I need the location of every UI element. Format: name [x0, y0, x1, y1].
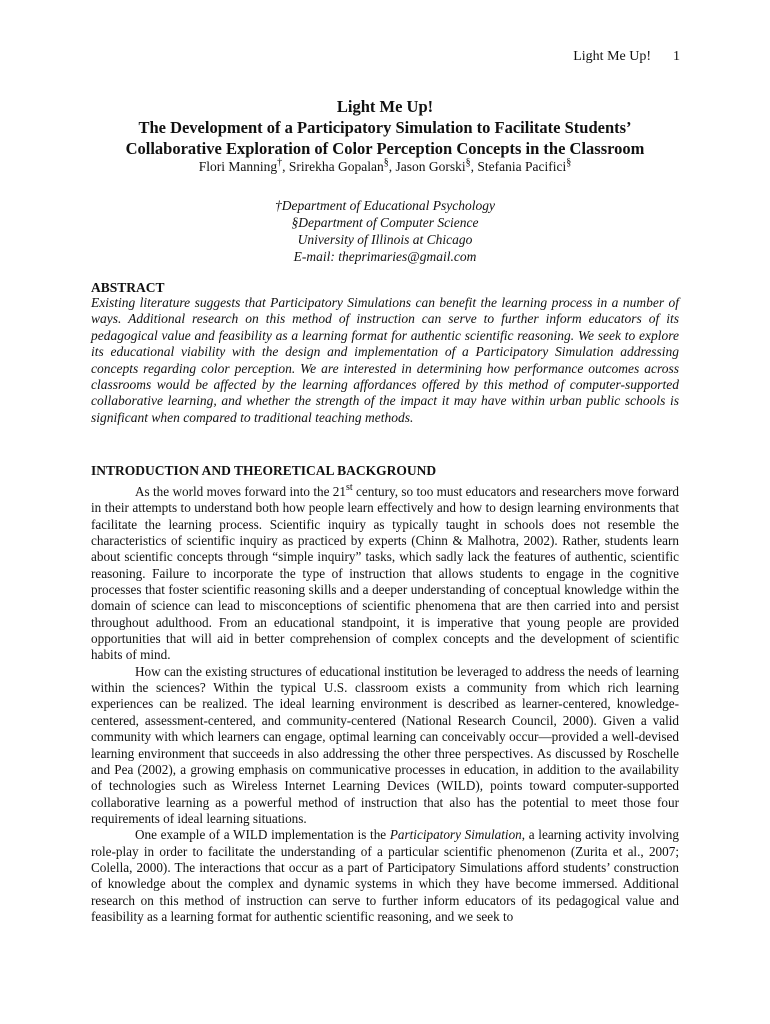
abstract-text: Existing literature suggests that Participatory Simulations can benefit the learning process in a number of ways. Additional research on this method of instruction can serve to further inform educators of its pedagogical value and feasibility as a learning format for authentic scientific reasoning. We seek to explore its educational viability with the design and implementation of a Participatory Simulation addressing concepts regarding color perception. We are interested in determining how performance outcomes across classrooms would be affected by the learning affordances offered by this method of computer-supported collaborative learning, and whether the strength of the impact it may have within urban public schools is significant when compared to traditional teaching methods.: [91, 295, 679, 425]
author-separator: ,: [388, 159, 396, 174]
title-line-2: The Development of a Participatory Simulation to Facilitate Students’: [138, 118, 632, 137]
author-separator: ,: [470, 159, 478, 174]
title-line-1: Light Me Up!: [336, 97, 434, 116]
paragraph: [91, 484, 679, 664]
affiliation-line: University of Illinois at Chicago: [297, 232, 473, 247]
author-name: Srirekha Gopalan: [288, 159, 384, 174]
paper-title: [91, 96, 679, 159]
emphasis: Participatory Simulation: [389, 827, 522, 843]
author-name: Flori Manning: [198, 159, 278, 174]
paragraph: How can the existing structures of educational institution be leveraged to address the needs of learning within the sciences? Within the typical U.S. classroom exists a community from which rich learning experiences can be realized. The ideal learning environment is described as learner-centered, knowledge-centered, assessment-centered, and community-centered (National Research Council, 2000). Given a valid community with which learners can engage, optimal learning can conceivably occur—provided a well-devised learning environment that succeeds in also addressing the other three perspectives. As discussed by Roschelle and Pea (2002), a growing emphasis on communicative processes in education, in addition to the availability of technologies such as Wireless Internet Learning Devices (WILD), points toward computer-supported collaborative learning as a powerful method of instruction that also has the potential to meet those four requirements of ideal learning situations.: [91, 663, 679, 826]
paragraph-text: One example of a WILD implementation is the: [135, 827, 390, 843]
author-affiliation-mark: §: [566, 157, 572, 168]
abstract-heading: ABSTRACT: [91, 280, 165, 295]
contact-email: E-mail: theprimaries@gmail.com: [293, 249, 477, 264]
ordinal-suffix: st: [346, 482, 353, 493]
title-line-3: Collaborative Exploration of Color Perception Concepts in the Classroom: [125, 139, 645, 158]
paragraph-text: As the world moves forward into the 21: [135, 484, 346, 499]
paragraph-text: century, so too must educators and researchers move forward in their attempts to understand both how people learn effectively and how to design learning environments that facilitate the learning process. Scientific inquiry as typically taught in schools does not resemble the characteristics of scientific inquiry as practiced by experts (Chinn & Malhotra, 2002). Rather, students learn about scientific concepts through “simple inquiry” tasks, which sadly lack the features of authentic, scientific reasoning. Failure to incorporate the type of instruction that allows students to engage in the cognitive processes that foster scientific reasoning skills and a deeper understanding of conceptual knowledge within the domain of science can lead to misconceptions of scientific phenomena that are then carried into and persist throughout adulthood. From an educational standpoint, it is imperative that young people are provided opportunities that will aid in better comprehension of complex concepts and the development of scientific habits of mind.: [91, 484, 679, 663]
introduction-body: [91, 484, 679, 925]
author-name: Jason Gorski: [395, 159, 466, 174]
author-separator: ,: [282, 159, 289, 174]
introduction-heading: INTRODUCTION AND THEORETICAL BACKGROUND: [91, 463, 437, 478]
affiliation-line: †Department of Educational Psychology: [274, 198, 496, 213]
affiliations: [91, 197, 679, 265]
author-list: [91, 158, 679, 175]
paragraph: [91, 827, 679, 925]
author-affiliation-mark: §: [465, 157, 471, 168]
running-head: [573, 48, 680, 65]
affiliation-line: §Department of Computer Science: [291, 215, 479, 230]
author-affiliation-mark: §: [383, 157, 389, 168]
author-name: Stefania Pacifici: [477, 159, 567, 174]
page-number: 1: [673, 49, 680, 64]
paragraph-text: , a learning activity involving role-play in order to facilitate the understanding of a particular scientific phenomenon (Zurita et al., 2007; Colella, 2000). The interactions that occur as a part of Participatory Simulations afford students’ construction of knowledge about the complex and dynamic systems in which they have become immersed. Additional research on this method of instruction can serve to further inform educators of its pedagogical value and feasibility as a learning format for authentic scientific reasoning, and we seek to: [91, 827, 679, 924]
running-head-title: Light Me Up!: [573, 49, 651, 64]
author-affiliation-mark: †: [277, 157, 283, 168]
